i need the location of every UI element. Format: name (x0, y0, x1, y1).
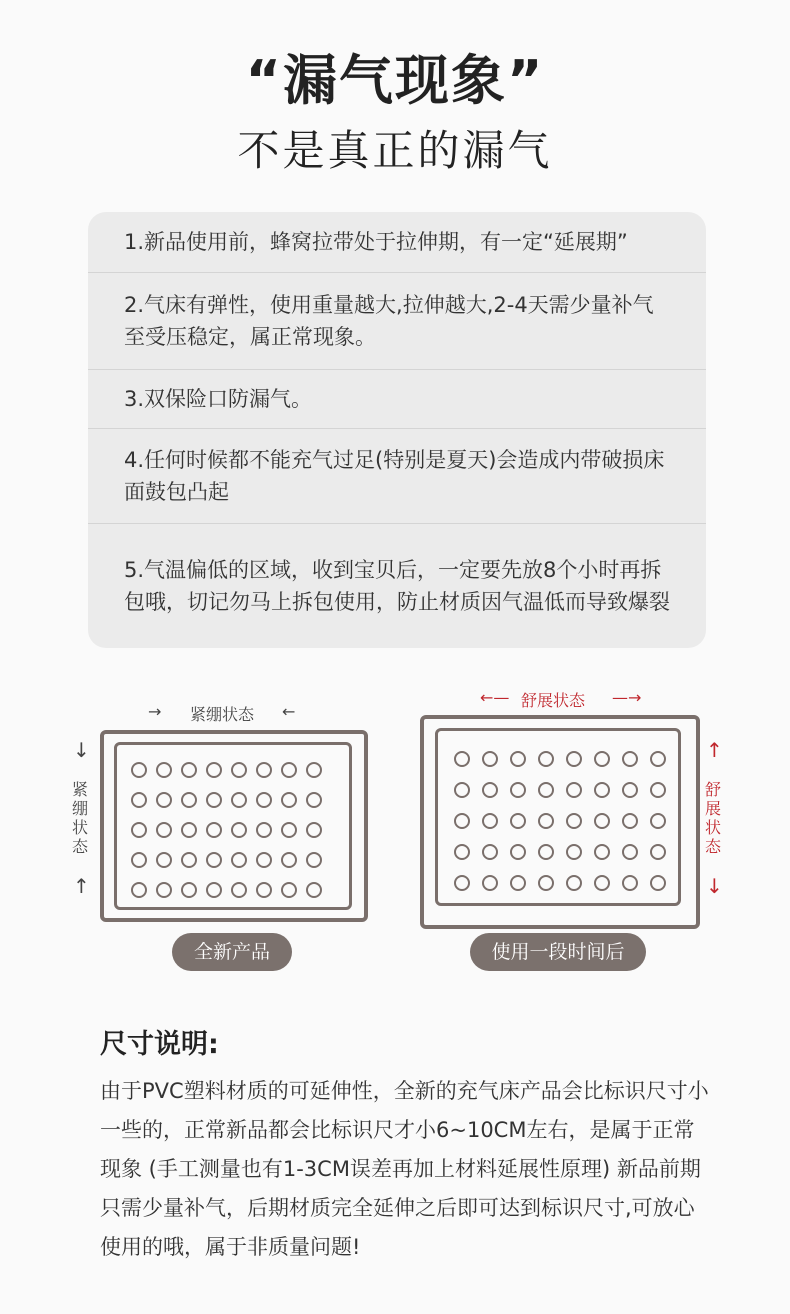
honeycomb-dot (622, 875, 638, 891)
arrow-up-icon: ↑ (706, 738, 723, 762)
honeycomb-dot (206, 822, 222, 838)
honeycomb-dot (256, 792, 272, 808)
honeycomb-dot (181, 882, 197, 898)
page-title: “漏气现象” (245, 49, 545, 112)
honeycomb-dot (594, 844, 610, 860)
arrow-down-icon: ↓ (706, 874, 723, 898)
honeycomb-dot (594, 751, 610, 767)
honeycomb-dot (306, 882, 322, 898)
honeycomb-dot (510, 875, 526, 891)
page-subtitle: 不是真正的漏气 (237, 126, 553, 175)
honeycomb-dot (538, 875, 554, 891)
note-item: 1.新品使用前，蜂窝拉带处于拉伸期，有一定“延展期” (88, 212, 706, 273)
arrow-up-icon: ↑ (73, 874, 90, 898)
honeycomb-dot (650, 782, 666, 798)
honeycomb-dot (181, 762, 197, 778)
honeycomb-dot (510, 813, 526, 829)
honeycomb-dot (538, 751, 554, 767)
honeycomb-dot (454, 751, 470, 767)
mattress-inner-outline (435, 728, 681, 906)
honeycomb-dot (181, 852, 197, 868)
honeycomb-dot (256, 822, 272, 838)
honeycomb-dot (206, 882, 222, 898)
honeycomb-dot (156, 882, 172, 898)
honeycomb-dot (482, 751, 498, 767)
honeycomb-dot (482, 813, 498, 829)
honeycomb-dot (231, 762, 247, 778)
honeycomb-dot (454, 813, 470, 829)
honeycomb-dot (206, 762, 222, 778)
honeycomb-dot (156, 822, 172, 838)
honeycomb-dot (181, 822, 197, 838)
honeycomb-dot (650, 813, 666, 829)
honeycomb-dot (131, 822, 147, 838)
honeycomb-dot (156, 852, 172, 868)
arrow-left-icon: ←— (480, 688, 510, 707)
honeycomb-dot (131, 852, 147, 868)
honeycomb-dot (306, 792, 322, 808)
notes-panel (88, 212, 706, 648)
honeycomb-dot (281, 792, 297, 808)
honeycomb-dot (281, 762, 297, 778)
honeycomb-dot (281, 822, 297, 838)
note-item: 5.气温偏低的区域，收到宝贝后，一定要先放8个小时再拆包哦，切记勿马上拆包使用，防止材质因气温低而导致爆裂 (124, 558, 670, 614)
honeycomb-dot (566, 813, 582, 829)
honeycomb-dot (256, 882, 272, 898)
honeycomb-dot (566, 844, 582, 860)
honeycomb-dot (454, 844, 470, 860)
honeycomb-dot (594, 782, 610, 798)
honeycomb-dot (156, 792, 172, 808)
diagram-side-label: 舒展状态 (704, 780, 721, 856)
honeycomb-dot (650, 875, 666, 891)
honeycomb-dot (131, 882, 147, 898)
honeycomb-dot (206, 792, 222, 808)
honeycomb-dot (231, 882, 247, 898)
size-section-heading: 尺寸说明: (100, 1029, 219, 1060)
honeycomb-dot (454, 875, 470, 891)
honeycomb-dot (256, 852, 272, 868)
arrow-left-icon: ← (282, 702, 296, 721)
honeycomb-dot (650, 844, 666, 860)
honeycomb-dot (454, 782, 470, 798)
honeycomb-dot (594, 875, 610, 891)
honeycomb-dot (281, 852, 297, 868)
honeycomb-dot (281, 882, 297, 898)
honeycomb-dot (566, 782, 582, 798)
honeycomb-dot (510, 782, 526, 798)
honeycomb-dot (206, 852, 222, 868)
honeycomb-dot (622, 813, 638, 829)
new-product-badge: 全新产品 (172, 933, 292, 971)
honeycomb-dot (131, 762, 147, 778)
honeycomb-dot (566, 875, 582, 891)
size-section-body: 由于PVC塑料材质的可延伸性，全新的充气床产品会比标识尺寸小一些的，正常新品都会比标识尺才小6~10CM左右，是属于正常现象 (手工测量也有1-3CM误差再加上材料延展性原理) 新品前期只需少量补气，后期材质完全延伸之后即可达到标识尺寸,可放心使用的哦，属于非质量问题! (100, 1079, 709, 1259)
after-use-badge: 使用一段时间后 (470, 933, 646, 971)
honeycomb-dot (622, 844, 638, 860)
honeycomb-dot (538, 844, 554, 860)
note-item: 3.双保险口防漏气。 (88, 370, 706, 429)
honeycomb-dot (482, 782, 498, 798)
honeycomb-dot (306, 822, 322, 838)
note-item: 4.任何时候都不能充气过足(特别是夏天)会造成内带破损床面鼓包凸起 (88, 429, 706, 524)
honeycomb-dot (482, 844, 498, 860)
honeycomb-dot (538, 782, 554, 798)
honeycomb-dot (510, 844, 526, 860)
honeycomb-dot (510, 751, 526, 767)
honeycomb-dot (156, 762, 172, 778)
honeycomb-dot (231, 822, 247, 838)
honeycomb-dot (181, 792, 197, 808)
honeycomb-dot (566, 751, 582, 767)
honeycomb-dot (622, 751, 638, 767)
arrow-down-icon: ↓ (73, 738, 90, 762)
note-item: 2.气床有弹性，使用重量越大,拉伸越大,2-4天需少量补气至受压稳定，属正常现象。 (88, 273, 706, 370)
arrow-right-icon: —→ (612, 688, 642, 707)
honeycomb-dot (650, 751, 666, 767)
diagram-top-label: 紧绷状态 (190, 705, 255, 724)
arrow-right-icon: → (148, 702, 162, 721)
honeycomb-dot (482, 875, 498, 891)
diagram-side-label: 紧绷状态 (71, 780, 88, 856)
honeycomb-dot (131, 792, 147, 808)
honeycomb-dot (256, 762, 272, 778)
honeycomb-dot (538, 813, 554, 829)
honeycomb-dot (231, 852, 247, 868)
diagram-top-label: 舒展状态 (521, 691, 586, 710)
honeycomb-dot (306, 762, 322, 778)
honeycomb-dot (306, 852, 322, 868)
honeycomb-dot (622, 782, 638, 798)
honeycomb-dot (594, 813, 610, 829)
honeycomb-dot (231, 792, 247, 808)
